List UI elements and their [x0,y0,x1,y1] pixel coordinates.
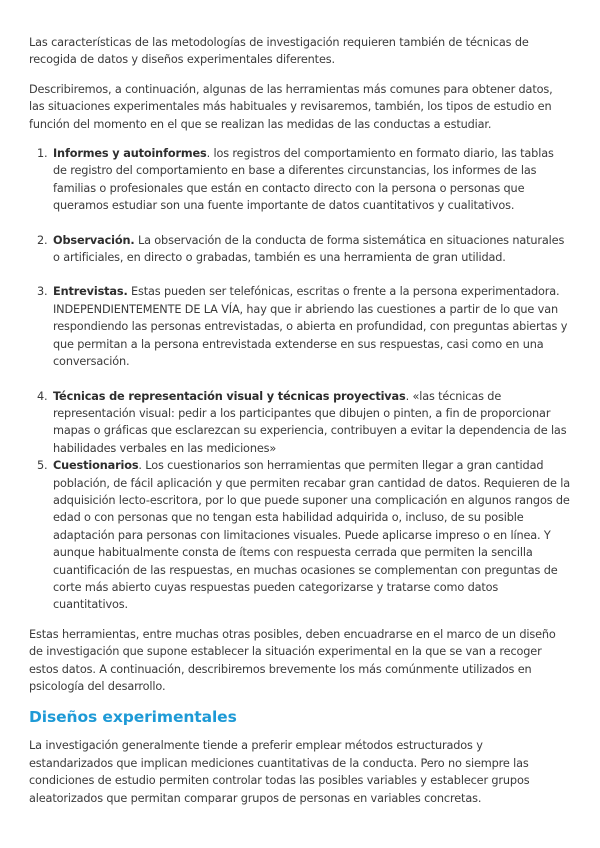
list-item-title: Observación. [53,233,135,247]
list-item-number: 2. [37,233,48,247]
list-item [29,457,570,614]
list-item-text: . Los cuestionarios son herramientas que permiten llegar a gran cantidad población, de fácil aplicación y que permiten recabar gran cantidad de datos. Requieren de la adquisición lecto-escritora, por lo que puede suponer una complicación en algunos rangos de edad o con personas que no tengan esta habilidad adquirida o, incluso, de su posible adaptación para personas con limitaciones visuales. Puede aplicarse impreso o en línea. Y aunque habitualmente consta de ítems con respuesta cerrada que permiten la sencilla cuantificación de las respuestas, en muchas ocasiones se complementan con preguntas de corte más abierto cuyas respuestas pueden categorizarse y tratarse como datos cuantitativos. [53,459,570,612]
list-item-title: Entrevistas. [53,285,128,299]
list-item-number: 3. [37,285,48,299]
list-item [29,232,570,267]
list-item-number: 5. [37,459,48,473]
intro-paragraph-2: Describiremos, a continuación, algunas de las herramientas más comunes para obtener datos, las situaciones experimentales más habituales y revisaremos, también, los tipos de estudio en función del momento en el que se realizan las medidas de las conductas a estudiar. [29,82,553,131]
list-item-title: Técnicas de representación visual y técnicas proyectivas [53,389,406,403]
list-item-title: Informes y autoinformes [53,147,207,161]
list-item-title: Cuestionarios [53,459,139,473]
closing-paragraph: Estas herramientas, entre muchas otras posibles, deben encuadrarse en el marco de un diseño de investigación que supone establecer la situación experimental en la que se van a recoger estos datos. A continuación, describiremos brevemente los más comúnmente utilizados en psicología del desarrollo. [29,627,556,693]
techniques-list [29,145,570,614]
list-item [29,145,570,215]
list-item-text: . los registros del comportamiento en formato diario, las tablas de registro del comportamiento en base a diferentes circunstancias, los informes de las familias o profesionales que están en contacto directo con la persona o personas que queramos estudiar son una fuente importante de datos cuantitativos y cualitativos. [53,147,554,213]
list-item-number: 4. [37,389,48,403]
list-item [29,388,570,458]
section-heading: Diseños experimentales [29,708,237,727]
intro-paragraph-1: Las características de las metodologías de investigación requieren también de técnicas de recogida de datos y diseños experimentales diferentes. [29,36,529,67]
section-paragraph-1: La investigación generalmente tiende a preferir emplear métodos estructurados y estandarizados que implican mediciones cuantitativas de la conducta. Pero no siempre las condiciones de estudio permiten controlar todas las posibles variables y establecer grupos aleatorizados que permitan comparar grupos de personas en variables concretas. [29,739,530,805]
list-item-text: . «las técnicas de representación visual: pedir a los participantes que dibujen o pinten, a fin de proporcionar mapas o gráficas que esclarezcan su experiencia, contribuyen a evitar la dependencia de las habilidades verbales en las mediciones» [53,389,567,455]
list-item-text: Estas pueden ser telefónicas, escritas o frente a la persona experimentadora. INDEPENDIENTEMENTE DE LA VÍA, hay que ir abriendo las cuestiones a partir de lo que van respondiendo las personas entrevistadas, o abierta en profundidad, con preguntas abiertas y que permitan a la persona entrevistada extenderse en sus respuestas, casi como en una conversación. [53,285,568,369]
list-item [29,283,570,370]
list-item-text: La observación de la conducta de forma sistemática en situaciones naturales o artificiales, en directo o grabadas, también es una herramienta de gran utilidad. [53,233,565,265]
list-item-number: 1. [37,147,48,161]
